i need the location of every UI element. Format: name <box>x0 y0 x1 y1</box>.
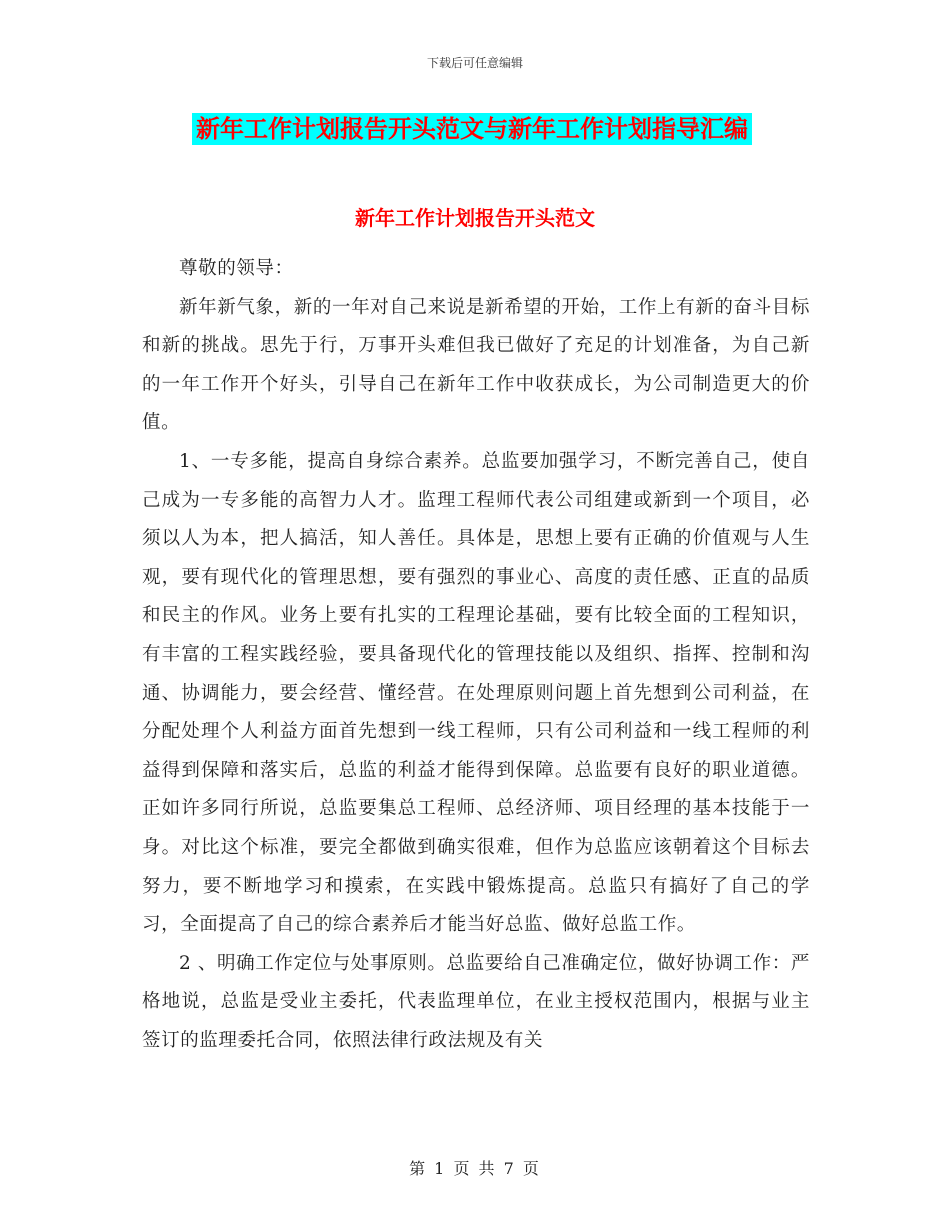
point-two-paragraph: 2 、明确工作定位与处事原则。总监要给自己准确定位，做好协调工作：严格地说，总监是受业主委托，代表监理单位，在业主授权范围内，根据与业主签订的监理委托合同，依照法律行政法规及有关 <box>142 952 810 1051</box>
section-title: 新年工作计划报告开头范文 <box>355 206 595 230</box>
point-one-paragraph: 1、一专多能，提高自身综合素养。总监要加强学习，不断完善自己，使自己成为一专多能的高智力人才。监理工程师代表公司组建或新到一个项目，必须以人为本，把人搞活，知人善任。具体是，思想上要有正确的价值观与人生观，要有现代化的管理思想，要有强烈的事业心、高度的责任感、正直的品质和民主的作风。业务上要有扎实的工程理论基础，要有比较全面的工程知识，有丰富的工程实践经验，要具备现代化的管理技能以及组织、指挥、控制和沟通、协调能力，要会经营、懂经营。在处理原则问题上首先想到公司利益，在分配处理个人利益方面首先想到一线工程师，只有公司利益和一线工程师的利益得到保障和落实后，总监的利益才能得到保障。总监要有良好的职业道德。正如许多同行所说，总监要集总工程师、总经济师、项目经理的基本技能于一身。对比这个标准，要完全都做到确实很难，但作为总监应该朝着这个目标去努力，要不断地学习和摸索，在实践中锻炼提高。总监只有搞好了自己的学习，全面提高了自己的综合素养后才能当好总监、做好总监工作。 <box>142 450 810 936</box>
header-note: 下载后可任意编辑 <box>426 56 523 70</box>
salutation-paragraph: 尊敬的领导： <box>179 258 294 279</box>
page-number-footer: 第 1 页 共 7 页 <box>409 1159 541 1178</box>
document-main-title: 新年工作计划报告开头范文与新年工作计划指导汇编 <box>192 113 752 145</box>
document-body <box>142 250 810 1060</box>
intro-paragraph: 新年新气象，新的一年对自己来说是新希望的开始，工作上有新的奋斗目标和新的挑战。思先于行，万事开头难但我已做好了充足的计划准备，为自己新的一年工作开个好头，引导自己在新年工作中收获成长，为公司制造更大的价值。 <box>142 296 810 434</box>
